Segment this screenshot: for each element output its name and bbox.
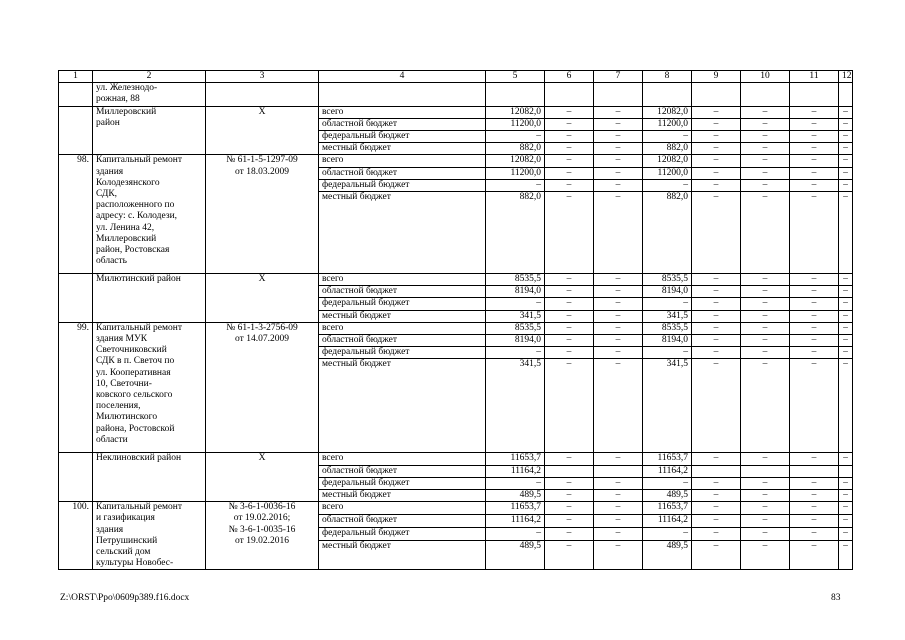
header-cell: 7 <box>594 71 643 83</box>
value-cell: – <box>741 179 790 191</box>
table-cell <box>839 83 853 106</box>
value-cell: – <box>594 515 643 528</box>
value-cell: – <box>741 335 790 347</box>
value-cell: – <box>643 131 692 143</box>
value-cell: 11200,0 <box>486 167 545 179</box>
budget-source-cell: областной бюджет <box>319 118 486 130</box>
value-cell: 489,5 <box>643 540 692 570</box>
value-cell: – <box>741 274 790 286</box>
value-cell: – <box>790 286 839 298</box>
budget-source-cell: федеральный бюджет <box>319 179 486 191</box>
value-cell: – <box>839 179 853 191</box>
value-cell: 11653,7 <box>486 502 545 515</box>
value-cell: – <box>594 347 643 359</box>
value-cell: 11200,0 <box>486 118 545 130</box>
value-cell: 8535,5 <box>486 322 545 334</box>
table-cell <box>790 83 839 106</box>
object-name-cell: Миллеровский район <box>93 106 206 155</box>
value-cell: – <box>790 167 839 179</box>
value-cell: – <box>594 502 643 515</box>
value-cell: – <box>839 118 853 130</box>
value-cell: – <box>692 143 741 155</box>
budget-source-cell: местный бюджет <box>319 192 486 274</box>
value-cell: – <box>790 143 839 155</box>
value-cell: – <box>839 167 853 179</box>
value-cell: – <box>594 155 643 167</box>
value-cell: 11653,7 <box>643 502 692 515</box>
value-cell: 489,5 <box>643 490 692 502</box>
value-cell: – <box>741 192 790 274</box>
value-cell: – <box>741 490 790 502</box>
value-cell: – <box>790 322 839 334</box>
value-cell: – <box>741 167 790 179</box>
value-cell: – <box>790 347 839 359</box>
value-cell: – <box>692 131 741 143</box>
table-row <box>59 83 853 106</box>
budget-source-cell: местный бюджет <box>319 490 486 502</box>
value-cell: – <box>839 477 853 489</box>
value-cell: – <box>839 274 853 286</box>
value-cell: – <box>839 453 853 465</box>
value-cell: – <box>839 155 853 167</box>
value-cell: – <box>545 179 594 191</box>
permit-cell: Х <box>206 106 319 155</box>
value-cell: – <box>545 106 594 118</box>
budget-table <box>58 70 853 570</box>
value-cell: – <box>692 192 741 274</box>
value-cell: – <box>692 179 741 191</box>
table-cell <box>59 83 93 106</box>
value-cell: – <box>839 528 853 541</box>
value-cell: 12082,0 <box>643 106 692 118</box>
value-cell: – <box>594 335 643 347</box>
value-cell: 12082,0 <box>486 106 545 118</box>
value-cell: 882,0 <box>486 192 545 274</box>
value-cell: – <box>545 540 594 570</box>
permit-cell: № 3-6-1-0036-16 от 19.02.2016; № 3-6-1-0035-16 от 19.02.2016 <box>206 502 319 570</box>
value-cell: – <box>790 335 839 347</box>
table-row <box>59 322 853 334</box>
value-cell: – <box>741 286 790 298</box>
value-cell: – <box>545 502 594 515</box>
row-number-cell <box>59 453 93 502</box>
value-cell: – <box>594 528 643 541</box>
value-cell: – <box>839 502 853 515</box>
value-cell: – <box>545 335 594 347</box>
value-cell <box>839 465 853 477</box>
value-cell: – <box>692 540 741 570</box>
value-cell: 8194,0 <box>486 286 545 298</box>
value-cell: – <box>790 540 839 570</box>
value-cell: – <box>545 477 594 489</box>
value-cell: 489,5 <box>486 490 545 502</box>
header-cell: 10 <box>741 71 790 83</box>
value-cell: – <box>692 359 741 453</box>
value-cell: – <box>594 322 643 334</box>
footer-file-path: Z:\ORST\Ppo\0609p389.f16.docx <box>60 593 190 603</box>
table-cell <box>206 83 319 106</box>
value-cell: 882,0 <box>486 143 545 155</box>
value-cell: – <box>790 155 839 167</box>
value-cell: 8535,5 <box>643 322 692 334</box>
value-cell <box>692 465 741 477</box>
object-name-cell: Капитальный ремонт здания Колодезянского СДК, расположенного по адресу: с. Колодези, ул. Ленина 42, Миллеровский район, Ростовская область <box>93 155 206 274</box>
value-cell: – <box>594 477 643 489</box>
value-cell: 8535,5 <box>643 274 692 286</box>
value-cell: – <box>486 477 545 489</box>
value-cell: – <box>692 167 741 179</box>
value-cell: – <box>594 490 643 502</box>
value-cell: – <box>545 490 594 502</box>
value-cell: – <box>839 490 853 502</box>
row-number-cell <box>59 274 93 323</box>
value-cell: – <box>692 515 741 528</box>
value-cell: – <box>692 490 741 502</box>
value-cell: – <box>741 131 790 143</box>
value-cell: – <box>545 286 594 298</box>
header-cell: 9 <box>692 71 741 83</box>
value-cell: – <box>692 118 741 130</box>
budget-source-cell: всего <box>319 155 486 167</box>
header-cell: 11 <box>790 71 839 83</box>
budget-source-cell: областной бюджет <box>319 515 486 528</box>
object-name-cell: Милютинский район <box>93 274 206 323</box>
value-cell: – <box>839 540 853 570</box>
value-cell: – <box>545 298 594 310</box>
budget-source-cell: областной бюджет <box>319 286 486 298</box>
value-cell: 11164,2 <box>486 515 545 528</box>
value-cell: – <box>692 335 741 347</box>
value-cell: 11164,2 <box>643 515 692 528</box>
value-cell: – <box>692 286 741 298</box>
table-cell <box>741 83 790 106</box>
value-cell: – <box>692 477 741 489</box>
value-cell: – <box>594 192 643 274</box>
value-cell: – <box>545 515 594 528</box>
value-cell: – <box>692 502 741 515</box>
value-cell: – <box>741 106 790 118</box>
value-cell: – <box>486 528 545 541</box>
value-cell: 11164,2 <box>486 465 545 477</box>
permit-cell: № 61-1-3-2756-09 от 14.07.2009 <box>206 322 319 453</box>
value-cell: 12082,0 <box>486 155 545 167</box>
value-cell: – <box>594 453 643 465</box>
value-cell: – <box>692 322 741 334</box>
permit-cell: Х <box>206 453 319 502</box>
header-row <box>59 71 853 83</box>
value-cell: – <box>839 298 853 310</box>
value-cell: 11164,2 <box>643 465 692 477</box>
header-cell: 2 <box>93 71 206 83</box>
value-cell: – <box>741 477 790 489</box>
budget-source-cell: всего <box>319 453 486 465</box>
value-cell: – <box>643 347 692 359</box>
table-cell <box>594 83 643 106</box>
value-cell: – <box>741 528 790 541</box>
value-cell: – <box>486 131 545 143</box>
table-cell: ул. Железнодо- рожная, 88 <box>93 83 206 106</box>
value-cell: – <box>741 540 790 570</box>
value-cell: – <box>790 310 839 322</box>
value-cell: – <box>839 335 853 347</box>
value-cell: – <box>545 167 594 179</box>
value-cell: – <box>643 528 692 541</box>
value-cell: – <box>692 347 741 359</box>
value-cell: 8194,0 <box>643 286 692 298</box>
value-cell: – <box>692 298 741 310</box>
budget-source-cell: всего <box>319 502 486 515</box>
value-cell: – <box>741 359 790 453</box>
budget-table-page <box>58 70 852 570</box>
table-cell <box>486 83 545 106</box>
budget-source-cell: федеральный бюджет <box>319 528 486 541</box>
value-cell: 882,0 <box>643 143 692 155</box>
value-cell: 8535,5 <box>486 274 545 286</box>
value-cell: – <box>839 310 853 322</box>
header-cell: 5 <box>486 71 545 83</box>
value-cell: – <box>790 477 839 489</box>
row-number-cell <box>59 106 93 155</box>
value-cell: – <box>594 274 643 286</box>
value-cell: – <box>790 131 839 143</box>
value-cell: – <box>594 118 643 130</box>
object-name-cell: Капитальный ремонт и газификация здания Петрушинский сельский дом культуры Новобес- <box>93 502 206 570</box>
value-cell: – <box>594 106 643 118</box>
row-number-cell: 100. <box>59 502 93 570</box>
value-cell: 11200,0 <box>643 118 692 130</box>
budget-source-cell: всего <box>319 106 486 118</box>
value-cell: 11200,0 <box>643 167 692 179</box>
value-cell: – <box>839 286 853 298</box>
value-cell: – <box>692 155 741 167</box>
value-cell: – <box>839 322 853 334</box>
value-cell: – <box>545 118 594 130</box>
permit-cell: Х <box>206 274 319 323</box>
budget-source-cell: федеральный бюджет <box>319 131 486 143</box>
value-cell: – <box>741 143 790 155</box>
budget-source-cell: местный бюджет <box>319 310 486 322</box>
header-cell: 12 <box>839 71 853 83</box>
value-cell: – <box>545 310 594 322</box>
value-cell: 11653,7 <box>486 453 545 465</box>
value-cell: – <box>594 359 643 453</box>
object-name-cell: Капитальный ремонт здания МУК Светочниковский СДК в п. Светоч по ул. Кооперативная 10, Светочни- ковского сельского поселения, Милютинского района, Ростовской области <box>93 322 206 453</box>
value-cell: – <box>594 143 643 155</box>
value-cell: 341,5 <box>643 359 692 453</box>
value-cell: – <box>790 274 839 286</box>
table-cell <box>319 83 486 106</box>
value-cell: – <box>545 347 594 359</box>
value-cell: – <box>486 179 545 191</box>
object-name-cell: Неклиновский район <box>93 453 206 502</box>
value-cell: – <box>741 155 790 167</box>
value-cell: – <box>594 286 643 298</box>
value-cell: – <box>643 298 692 310</box>
footer-page-number: 83 <box>831 593 841 603</box>
value-cell: – <box>692 310 741 322</box>
budget-source-cell: местный бюджет <box>319 143 486 155</box>
value-cell: 882,0 <box>643 192 692 274</box>
budget-source-cell: федеральный бюджет <box>319 347 486 359</box>
budget-source-cell: федеральный бюджет <box>319 477 486 489</box>
value-cell <box>594 465 643 477</box>
value-cell: – <box>545 322 594 334</box>
value-cell: 341,5 <box>643 310 692 322</box>
value-cell: 341,5 <box>486 310 545 322</box>
value-cell: – <box>790 515 839 528</box>
budget-source-cell: местный бюджет <box>319 540 486 570</box>
value-cell: – <box>839 131 853 143</box>
value-cell: 12082,0 <box>643 155 692 167</box>
table-cell <box>692 83 741 106</box>
value-cell: – <box>839 143 853 155</box>
value-cell: – <box>790 298 839 310</box>
budget-source-cell: всего <box>319 322 486 334</box>
value-cell: – <box>692 106 741 118</box>
value-cell: – <box>594 298 643 310</box>
budget-source-cell: федеральный бюджет <box>319 298 486 310</box>
value-cell: – <box>486 298 545 310</box>
value-cell: – <box>692 453 741 465</box>
value-cell <box>741 465 790 477</box>
budget-source-cell: областной бюджет <box>319 335 486 347</box>
table-row <box>59 502 853 515</box>
budget-source-cell: областной бюджет <box>319 167 486 179</box>
value-cell: – <box>545 143 594 155</box>
value-cell: – <box>839 359 853 453</box>
header-cell: 4 <box>319 71 486 83</box>
value-cell: 489,5 <box>486 540 545 570</box>
value-cell: – <box>545 528 594 541</box>
table-row <box>59 274 853 286</box>
value-cell: – <box>741 347 790 359</box>
value-cell: – <box>790 502 839 515</box>
value-cell: – <box>594 167 643 179</box>
value-cell: – <box>741 322 790 334</box>
value-cell: – <box>545 359 594 453</box>
value-cell <box>545 465 594 477</box>
table-cell <box>545 83 594 106</box>
value-cell: – <box>790 179 839 191</box>
value-cell: – <box>594 131 643 143</box>
value-cell: – <box>741 502 790 515</box>
permit-cell: № 61-1-5-1297-09 от 18.03.2009 <box>206 155 319 274</box>
budget-source-cell: местный бюджет <box>319 359 486 453</box>
value-cell: – <box>545 274 594 286</box>
value-cell: – <box>594 179 643 191</box>
value-cell: – <box>790 118 839 130</box>
value-cell: – <box>692 274 741 286</box>
value-cell: – <box>790 528 839 541</box>
value-cell: – <box>839 515 853 528</box>
value-cell: 341,5 <box>486 359 545 453</box>
header-cell: 6 <box>545 71 594 83</box>
table-row <box>59 106 853 118</box>
value-cell: – <box>741 298 790 310</box>
value-cell: 8194,0 <box>643 335 692 347</box>
value-cell: – <box>741 515 790 528</box>
value-cell: – <box>545 155 594 167</box>
table-row <box>59 453 853 465</box>
value-cell: – <box>545 453 594 465</box>
value-cell: – <box>839 347 853 359</box>
value-cell: – <box>790 453 839 465</box>
value-cell: – <box>594 310 643 322</box>
value-cell: 11653,7 <box>643 453 692 465</box>
row-number-cell: 98. <box>59 155 93 274</box>
value-cell: – <box>790 359 839 453</box>
row-number-cell: 99. <box>59 322 93 453</box>
value-cell: – <box>692 528 741 541</box>
value-cell: – <box>545 131 594 143</box>
table-row <box>59 155 853 167</box>
value-cell: – <box>839 106 853 118</box>
value-cell: – <box>486 347 545 359</box>
value-cell: – <box>741 453 790 465</box>
header-cell: 8 <box>643 71 692 83</box>
budget-source-cell: областной бюджет <box>319 465 486 477</box>
value-cell: – <box>790 490 839 502</box>
value-cell: – <box>643 179 692 191</box>
value-cell <box>790 465 839 477</box>
value-cell: – <box>790 192 839 274</box>
table-cell <box>643 83 692 106</box>
value-cell: – <box>643 477 692 489</box>
value-cell: – <box>594 540 643 570</box>
header-cell: 1 <box>59 71 93 83</box>
budget-source-cell: всего <box>319 274 486 286</box>
value-cell: 8194,0 <box>486 335 545 347</box>
value-cell: – <box>839 192 853 274</box>
value-cell: – <box>790 106 839 118</box>
value-cell: – <box>545 192 594 274</box>
header-cell: 3 <box>206 71 319 83</box>
value-cell: – <box>741 310 790 322</box>
value-cell: – <box>741 118 790 130</box>
